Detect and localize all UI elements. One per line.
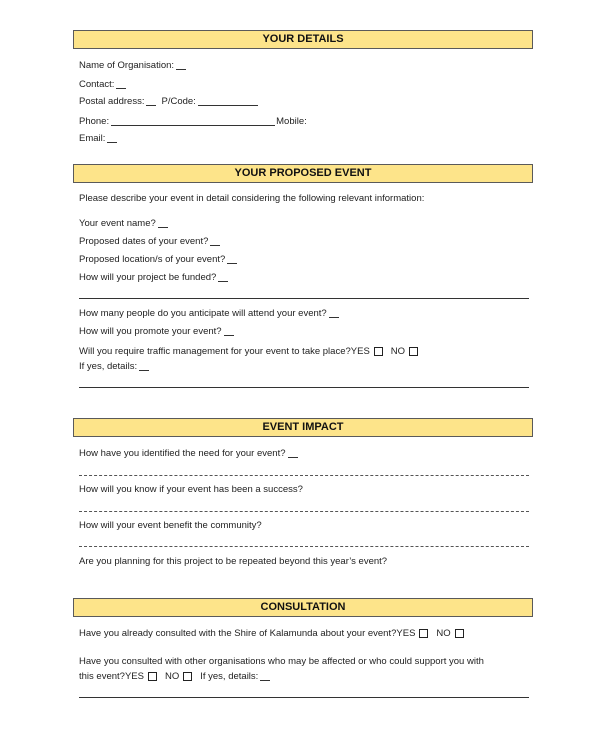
event-location-line[interactable]	[227, 262, 237, 264]
label-others-2: this event?	[79, 671, 125, 682]
label-mobile: Mobile:	[276, 116, 307, 127]
label-shire: Have you already consulted with the Shire of Kalamunda about your event?	[79, 628, 397, 639]
benefit-line-2[interactable]	[79, 546, 529, 548]
field-promotion[interactable]	[79, 324, 529, 338]
organisation-line[interactable]	[176, 68, 186, 70]
field-traffic-details[interactable]	[79, 359, 529, 373]
field-traffic-management	[79, 344, 529, 358]
label-traffic: Will you require traffic management for your event to take place?	[79, 346, 351, 357]
field-attendance[interactable]	[79, 306, 529, 320]
label-event-dates: Proposed dates of your event?	[79, 236, 209, 247]
phone-line[interactable]	[111, 124, 275, 126]
event-dates-line[interactable]	[210, 244, 220, 246]
others-details-line[interactable]	[260, 679, 270, 681]
email-line[interactable]	[107, 141, 117, 143]
others-no-checkbox[interactable]	[183, 672, 192, 681]
attendance-line[interactable]	[329, 316, 339, 318]
label-attendance: How many people do you anticipate will attend your event?	[79, 308, 327, 319]
traffic-no-label: NO	[390, 346, 406, 357]
label-phone: Phone:	[79, 116, 110, 127]
field-contact[interactable]	[79, 77, 529, 91]
shire-yes-label: YES	[396, 628, 416, 639]
field-event-location[interactable]	[79, 252, 529, 266]
field-organisation-name[interactable]	[79, 58, 529, 72]
section-header-consultation: CONSULTATION	[73, 598, 533, 617]
label-email: Email:	[79, 133, 106, 144]
others-no-label: NO	[164, 671, 180, 682]
field-success[interactable]	[79, 482, 529, 496]
field-others-consulted-answer[interactable]	[79, 669, 529, 683]
need-line[interactable]	[288, 456, 298, 458]
field-others-consulted	[79, 654, 529, 668]
pcode-line[interactable]	[198, 104, 258, 106]
intro-text: Please describe your event in detail considering the following relevant information:	[79, 193, 425, 204]
field-need[interactable]	[79, 446, 529, 460]
section-header-your-details: YOUR DETAILS	[73, 30, 533, 49]
event-funding-line-2[interactable]	[79, 298, 529, 300]
shire-no-checkbox[interactable]	[455, 629, 464, 638]
event-intro	[79, 191, 529, 205]
contact-line[interactable]	[116, 87, 126, 89]
others-yes-checkbox[interactable]	[148, 672, 157, 681]
event-name-line[interactable]	[158, 226, 168, 228]
field-event-funding[interactable]	[79, 270, 529, 284]
postal-line[interactable]	[146, 104, 156, 106]
field-repeat[interactable]	[79, 554, 529, 568]
success-line-2[interactable]	[79, 511, 529, 513]
label-postal: Postal address:	[79, 96, 145, 107]
traffic-yes-label: YES	[350, 346, 370, 357]
label-traffic-details: If yes, details:	[79, 361, 138, 372]
shire-yes-checkbox[interactable]	[419, 629, 428, 638]
field-phone[interactable]	[79, 114, 529, 128]
label-success: How will you know if your event has been a success?	[79, 484, 303, 495]
event-funding-line[interactable]	[218, 280, 228, 282]
promotion-line[interactable]	[224, 334, 234, 336]
label-event-funding: How will your project be funded?	[79, 272, 217, 283]
field-event-dates[interactable]	[79, 234, 529, 248]
traffic-details-line-2[interactable]	[79, 387, 529, 389]
field-email[interactable]	[79, 131, 529, 145]
label-repeat: Are you planning for this project to be repeated beyond this year’s event?	[79, 556, 388, 567]
label-others-details: If yes, details:	[200, 671, 259, 682]
label-promotion: How will you promote your event?	[79, 326, 222, 337]
field-postal-address[interactable]	[79, 94, 529, 108]
field-event-name[interactable]	[79, 216, 529, 230]
field-benefit[interactable]	[79, 518, 529, 532]
section-header-event-impact: EVENT IMPACT	[73, 418, 533, 437]
field-shire-consulted	[79, 626, 529, 640]
need-line-2[interactable]	[79, 475, 529, 477]
label-need: How have you identified the need for your event?	[79, 448, 286, 459]
label-benefit: How will your event benefit the community?	[79, 520, 262, 531]
section-header-proposed-event: YOUR PROPOSED EVENT	[73, 164, 533, 183]
label-others: Have you consulted with other organisations who may be affected or who could support you with	[79, 656, 484, 667]
label-organisation: Name of Organisation:	[79, 60, 175, 71]
traffic-details-line[interactable]	[139, 369, 149, 371]
traffic-no-checkbox[interactable]	[409, 347, 418, 356]
label-contact: Contact:	[79, 79, 115, 90]
label-event-location: Proposed location/s of your event?	[79, 254, 226, 265]
others-details-line-2[interactable]	[79, 697, 529, 699]
traffic-yes-checkbox[interactable]	[374, 347, 383, 356]
label-pcode: P/Code:	[161, 96, 196, 107]
shire-no-label: NO	[436, 628, 451, 639]
label-event-name: Your event name?	[79, 218, 156, 229]
others-yes-label: YES	[124, 671, 144, 682]
